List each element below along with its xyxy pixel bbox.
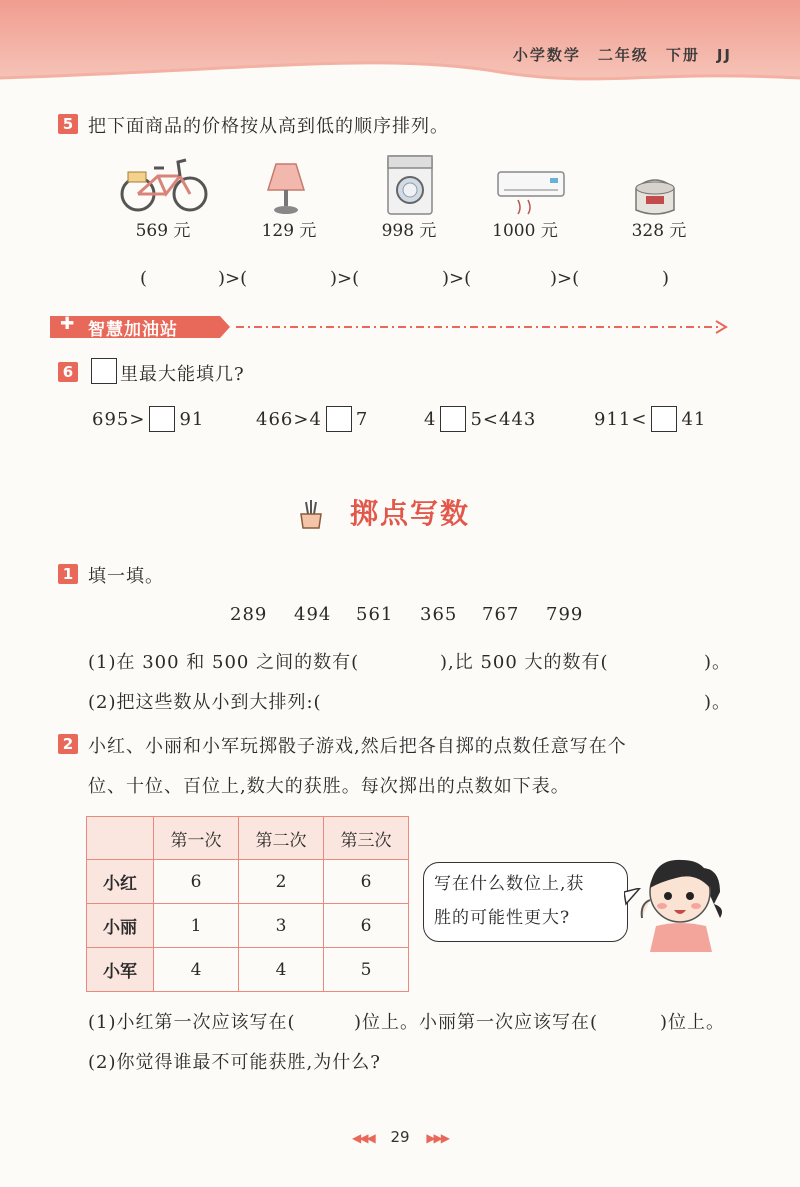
rice-cooker-icon [632, 172, 678, 216]
s1-number-0: 289 [230, 604, 268, 625]
girl-icon [636, 848, 728, 952]
s1-number-3: 365 [420, 604, 458, 625]
q6-item-3-before: 4 [424, 408, 437, 430]
pencil-cup-icon [298, 500, 324, 530]
cell: 6 [154, 860, 239, 904]
next-arrows-icon: ▶▶▶ [426, 1131, 449, 1145]
s1-p2-end: )。 [704, 692, 732, 713]
washing-machine-icon [386, 154, 434, 216]
compare-paren-2: )>( [330, 268, 360, 289]
section-question-number-1: 1 [58, 564, 78, 584]
dice-table-header-3: 第三次 [324, 817, 409, 860]
s1-p2-start: (2)把这些数从小到大排列:( [88, 692, 322, 713]
question-number-5: 5 [58, 114, 78, 134]
q6-item-3-after: 5<443 [470, 408, 537, 430]
prev-arrows-icon: ◀◀◀ [351, 1131, 374, 1145]
cell: 1 [154, 904, 239, 948]
s2-p1-start: (1)小红第一次应该写在( [88, 1012, 296, 1033]
compare-paren-5: ) [662, 268, 670, 289]
compare-paren-3: )>( [442, 268, 472, 289]
q6-item-2-after: 7 [355, 408, 369, 430]
q6-item-1 [92, 406, 204, 432]
s1-number-5: 799 [546, 604, 584, 625]
cell: 6 [324, 904, 409, 948]
cell: 4 [239, 948, 324, 992]
price-lamp: 129 元 [261, 220, 317, 241]
banner-title: 智慧加油站 [88, 320, 178, 340]
q6-item-4-before: 911< [594, 408, 648, 430]
header-text: 小学数学 二年级 下册 JJ [512, 46, 732, 64]
banner-icon: ✚ [60, 314, 75, 334]
s2-text-line2: 位、十位、百位上,数大的获胜。每次掷出的点数如下表。 [88, 776, 570, 797]
bubble-line-2: 胜的可能性更大? [434, 908, 571, 928]
dice-table-header-1: 第一次 [154, 817, 239, 860]
speech-bubble [423, 862, 628, 942]
air-conditioner-icon [496, 170, 566, 216]
dice-table-header-2: 第二次 [239, 817, 324, 860]
section-question-number-2: 2 [58, 734, 78, 754]
q6-answer-box-3[interactable] [440, 406, 466, 432]
dice-table [86, 816, 409, 992]
s1-number-4: 767 [482, 604, 520, 625]
row-name: 小红 [87, 860, 154, 904]
answer-box-sample [91, 358, 117, 384]
q6-answer-box-4[interactable] [651, 406, 677, 432]
compare-paren-1: )>( [218, 268, 248, 289]
s2-p2: (2)你觉得谁最不可能获胜,为什么? [88, 1052, 381, 1073]
q6-item-2-before: 466>4 [256, 408, 322, 430]
s1-p1-end: )。 [704, 652, 732, 673]
cell: 6 [324, 860, 409, 904]
s1-p1-mid: ),比 500 大的数有( [440, 652, 609, 673]
bicycle-icon [120, 152, 208, 214]
dice-table-header [87, 817, 409, 860]
compare-paren-0: ( [140, 268, 148, 289]
q5-text: 把下面商品的价格按从高到低的顺序排列。 [88, 116, 449, 137]
lamp-icon [264, 160, 308, 216]
section-title: 掷点写数 [350, 497, 471, 530]
page-footer [0, 1128, 800, 1146]
s2-p1-mid: )位上。小丽第一次应该写在( [354, 1012, 599, 1033]
table-row [87, 948, 409, 992]
cell: 3 [239, 904, 324, 948]
dice-table-corner [87, 817, 154, 860]
q6-item-3 [424, 406, 536, 432]
price-bicycle: 569 元 [135, 220, 191, 241]
table-row [87, 904, 409, 948]
s1-p1-start: (1)在 300 和 500 之间的数有( [88, 652, 360, 673]
q6-text: 里最大能填几? [120, 364, 245, 385]
q6-item-1-after: 91 [179, 408, 205, 430]
q6-item-4 [594, 406, 706, 432]
row-name: 小军 [87, 948, 154, 992]
bubble-line-1: 写在什么数位上,获 [434, 874, 585, 894]
q6-item-1-before: 695> [92, 408, 146, 430]
q6-item-4-after: 41 [681, 408, 707, 430]
q6-answer-box-2[interactable] [326, 406, 352, 432]
cell: 5 [324, 948, 409, 992]
q6-item-2 [256, 406, 368, 432]
question-number-6: 6 [58, 362, 78, 382]
price-air-conditioner: 1000 元 [492, 220, 558, 241]
s1-number-1: 494 [294, 604, 332, 625]
page-number: 29 [390, 1128, 410, 1146]
price-rice-cooker: 328 元 [631, 220, 687, 241]
s2-text-line1: 小红、小丽和小军玩掷骰子游戏,然后把各自掷的点数任意写在个 [88, 736, 627, 757]
q6-answer-box-1[interactable] [149, 406, 175, 432]
cell: 4 [154, 948, 239, 992]
row-name: 小丽 [87, 904, 154, 948]
price-washing-machine: 998 元 [381, 220, 437, 241]
s1-text: 填一填。 [88, 566, 164, 587]
cell: 2 [239, 860, 324, 904]
table-row [87, 860, 409, 904]
s2-p1-end: )位上。 [660, 1012, 726, 1033]
s1-number-2: 561 [356, 604, 394, 625]
compare-paren-4: )>( [550, 268, 580, 289]
